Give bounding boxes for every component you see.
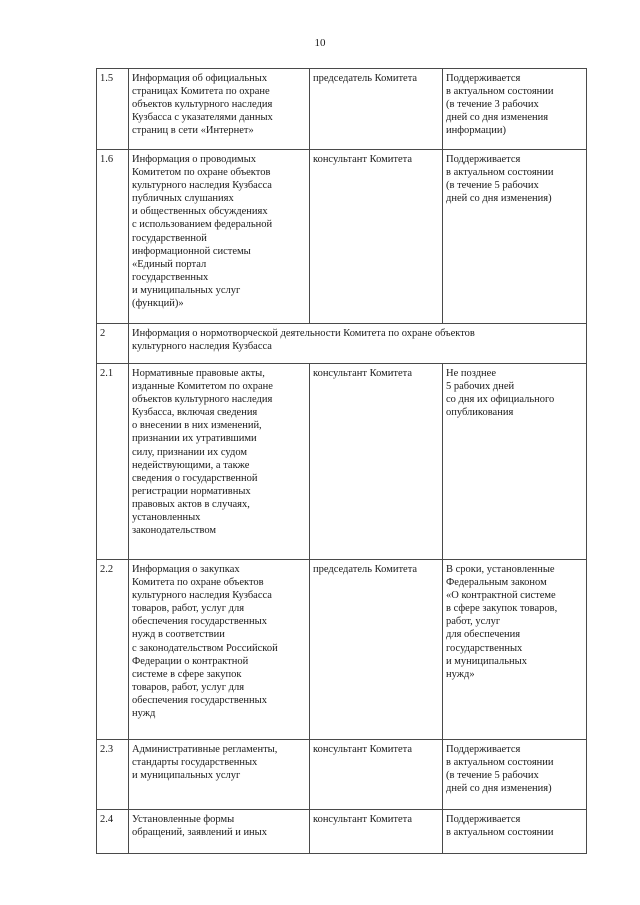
table-row [97, 560, 587, 740]
responsible-cell: председатель Комитета [310, 560, 443, 740]
term-cell: Поддерживается в актуальном состоянии (в течение 5 рабочих дней со дня изменения) [443, 150, 587, 324]
info-cell: Информация об официальных страницах Комитета по охране объектов культурного наследия Кузбасса с указателями данных страниц в сети «Интернет» [129, 69, 310, 150]
term-cell: Поддерживается в актуальном состоянии (в течение 3 рабочих дней со дня изменения информации) [443, 69, 587, 150]
info-cell: Установленные формы обращений, заявлений и иных [129, 810, 310, 854]
table-row [97, 364, 587, 560]
responsible-cell: председатель Комитета [310, 69, 443, 150]
info-cell: Административные регламенты, стандарты государственных и муниципальных услуг [129, 740, 310, 810]
row-number: 2.3 [97, 740, 129, 810]
section-row [97, 324, 587, 364]
row-number: 1.6 [97, 150, 129, 324]
table-row [97, 810, 587, 854]
row-number: 1.5 [97, 69, 129, 150]
row-number: 2 [97, 324, 129, 364]
table-row [97, 740, 587, 810]
info-cell: Информация о проводимых Комитетом по охране объектов культурного наследия Кузбасса публичных слушаниях и общественных обсуждениях с использованием федеральной государственной информационной системы «Единый портал государственных и муниципальных услуг (функций)» [129, 150, 310, 324]
responsible-cell: консультант Комитета [310, 740, 443, 810]
info-cell: Информация о закупках Комитета по охране объектов культурного наследия Кузбасса товаров, работ, услуг для обеспечения государственных нужд в соответствии с законодательством Российской Федерации о контрактной системе в сфере закупок товаров, работ, услуг для обеспечения государственных нужд [129, 560, 310, 740]
table-row [97, 69, 587, 150]
responsible-cell: консультант Комитета [310, 364, 443, 560]
responsible-cell: консультант Комитета [310, 810, 443, 854]
row-number: 2.4 [97, 810, 129, 854]
term-cell: Поддерживается в актуальном состоянии [443, 810, 587, 854]
section-title: Информация о нормотворческой деятельности Комитета по охране объектов культурного наследия Кузбасса [129, 324, 587, 364]
row-number: 2.2 [97, 560, 129, 740]
info-cell: Нормативные правовые акты, изданные Комитетом по охране объектов культурного наследия Кузбасса, включая сведения о внесении в них изменений, признании их утратившими силу, признании их судом недействующими, а также сведения о государственной регистрации нормативных правовых актов в случаях, установленных законодательством [129, 364, 310, 560]
page-number: 10 [314, 37, 326, 49]
term-cell: Поддерживается в актуальном состоянии (в течение 5 рабочих дней со дня изменения) [443, 740, 587, 810]
table-row [97, 150, 587, 324]
responsible-cell: консультант Комитета [310, 150, 443, 324]
term-cell: Не позднее 5 рабочих дней со дня их официального опубликования [443, 364, 587, 560]
disclosure-table [96, 68, 587, 854]
term-cell: В сроки, установленные Федеральным законом «О контрактной системе в сфере закупок товаров, работ, услуг для обеспечения государственных и муниципальных нужд» [443, 560, 587, 740]
row-number: 2.1 [97, 364, 129, 560]
